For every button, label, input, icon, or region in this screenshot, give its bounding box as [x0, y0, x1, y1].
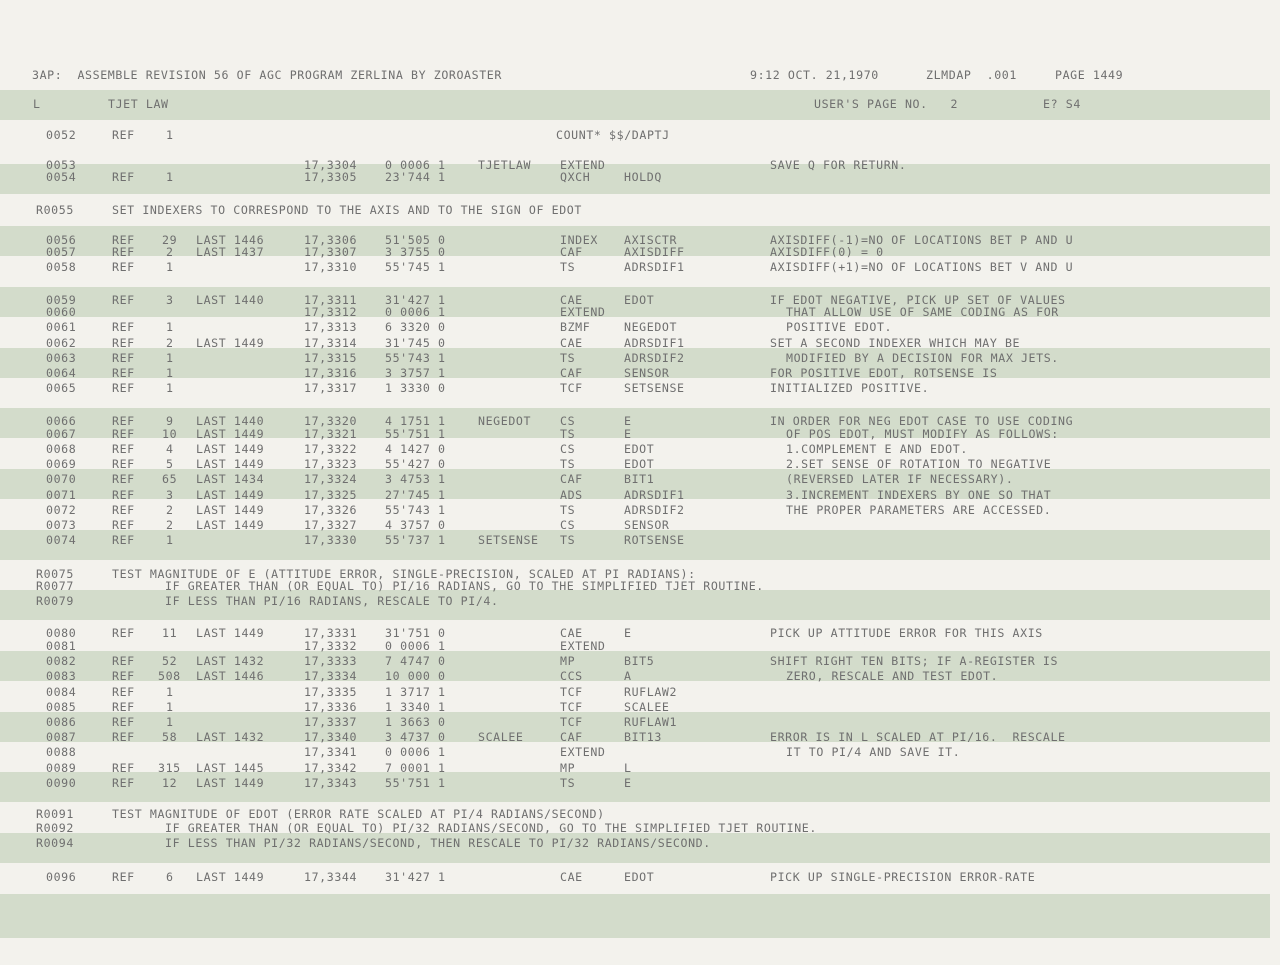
- octal-word: 3 4737 0: [385, 730, 446, 744]
- last-page-ref: LAST 1449: [196, 503, 265, 517]
- octal-word: 55'751 1: [385, 427, 446, 441]
- octal-word: 55'743 1: [385, 351, 446, 365]
- comment: PICK UP ATTITUDE ERROR FOR THIS AXIS: [770, 626, 1043, 640]
- operand: SCALEE: [624, 700, 670, 714]
- opcode: TCF: [560, 700, 583, 714]
- octal-word: 3 3757 1: [385, 366, 446, 380]
- octal-word: 4 1751 1: [385, 414, 446, 428]
- ref-marker: REF: [112, 320, 135, 334]
- remark-text: TEST MAGNITUDE OF E (ATTITUDE ERROR, SINGLE-PRECISION, SCALED AT PI RADIANS):: [112, 567, 696, 581]
- operand: SENSOR: [624, 366, 670, 380]
- operand: L: [624, 761, 632, 775]
- operand: AXISCTR: [624, 233, 678, 247]
- opcode: CS: [560, 442, 576, 456]
- remark-text: IF GREATER THAN (OR EQUAL TO) PI/32 RADIANS/SECOND, GO TO THE SIMPLIFIED TJET ROUTINE.: [112, 821, 817, 835]
- ref-count: 11: [162, 626, 178, 640]
- line-number: 0096: [46, 870, 77, 884]
- opcode: CAE: [560, 293, 583, 307]
- ref-count: 10: [162, 427, 178, 441]
- octal-word: 4 3757 0: [385, 518, 446, 532]
- address: 17,3317: [304, 381, 358, 395]
- line-number: 0061: [46, 320, 77, 334]
- opcode: EXTEND: [560, 305, 606, 319]
- ref-count: 29: [162, 233, 178, 247]
- ref-marker: REF: [112, 533, 135, 547]
- ref-count: 52: [162, 654, 178, 668]
- opcode: MP: [560, 654, 576, 668]
- comment: AXISDIFF(0) = 0: [770, 245, 884, 259]
- operand: NEGEDOT: [624, 320, 678, 334]
- address: 17,3313: [304, 320, 358, 334]
- ref-marker: REF: [112, 654, 135, 668]
- ref-marker: REF: [112, 715, 135, 729]
- octal-word: 51'505 0: [385, 233, 446, 247]
- octal-word: 31'751 0: [385, 626, 446, 640]
- address: 17,3335: [304, 685, 358, 699]
- address: 17,3343: [304, 776, 358, 790]
- address: 17,3341: [304, 745, 358, 759]
- address: 17,3315: [304, 351, 358, 365]
- user-page-number: USER'S PAGE NO. 2: [814, 97, 959, 111]
- opcode: TCF: [560, 715, 583, 729]
- last-page-ref: LAST 1445: [196, 761, 265, 775]
- ref-marker: REF: [112, 414, 135, 428]
- last-page-ref: LAST 1434: [196, 472, 265, 486]
- octal-word: 55'743 1: [385, 503, 446, 517]
- ref-count: 3: [166, 488, 174, 502]
- octal-word: 0 0006 1: [385, 305, 446, 319]
- line-number: 0064: [46, 366, 77, 380]
- operand: E: [624, 427, 632, 441]
- octal-word: 1 3340 1: [385, 700, 446, 714]
- opcode: TS: [560, 533, 576, 547]
- octal-word: 55'751 1: [385, 776, 446, 790]
- last-page-ref: LAST 1440: [196, 293, 265, 307]
- line-number: 0088: [46, 745, 77, 759]
- operand: E: [624, 626, 632, 640]
- octal-word: 0 0006 1: [385, 639, 446, 653]
- comment: SAVE Q FOR RETURN.: [770, 158, 907, 172]
- line-number: R0091: [36, 807, 74, 821]
- ref-count: 12: [162, 776, 178, 790]
- last-page-ref: LAST 1437: [196, 245, 265, 259]
- ref-count: 508: [158, 669, 181, 683]
- opcode: INDEX: [560, 233, 598, 247]
- operand: EDOT: [624, 457, 655, 471]
- operand: ADRSDIF2: [624, 351, 685, 365]
- line-number: 0084: [46, 685, 77, 699]
- ref-count: 1: [166, 320, 174, 334]
- ref-count: 3: [166, 293, 174, 307]
- remark-text: SET INDEXERS TO CORRESPOND TO THE AXIS AND TO THE SIGN OF EDOT: [112, 203, 582, 217]
- symbol-label: NEGEDOT: [478, 414, 532, 428]
- octal-word: 0 0006 1: [385, 158, 446, 172]
- comment: OF POS EDOT, MUST MODIFY AS FOLLOWS:: [786, 427, 1059, 441]
- operand: RUFLAW2: [624, 685, 678, 699]
- ref-marker: REF: [112, 128, 135, 142]
- last-page-ref: LAST 1449: [196, 442, 265, 456]
- comment: 2.SET SENSE OF ROTATION TO NEGATIVE: [786, 457, 1052, 471]
- ref-marker: REF: [112, 427, 135, 441]
- opcode: TS: [560, 776, 576, 790]
- opcode: TCF: [560, 685, 583, 699]
- opcode: TCF: [560, 381, 583, 395]
- octal-word: 4 1427 0: [385, 442, 446, 456]
- address: 17,3312: [304, 305, 358, 319]
- line-number: R0075: [36, 567, 74, 581]
- status-code: E? S4: [1043, 97, 1081, 111]
- octal-word: 31'745 0: [385, 336, 446, 350]
- opcode: TS: [560, 503, 576, 517]
- line-number: 0060: [46, 305, 77, 319]
- operand: ROTSENSE: [624, 533, 685, 547]
- ref-marker: REF: [112, 336, 135, 350]
- octal-word: 1 3717 1: [385, 685, 446, 699]
- comment: MODIFIED BY A DECISION FOR MAX JETS.: [786, 351, 1059, 365]
- octal-word: 55'737 1: [385, 533, 446, 547]
- ref-count: 58: [162, 730, 178, 744]
- job-id: ZLMDAP .001: [926, 68, 1017, 82]
- address: 17,3344: [304, 870, 358, 884]
- last-page-ref: LAST 1449: [196, 488, 265, 502]
- ref-count: 1: [166, 700, 174, 714]
- octal-word: 7 0001 1: [385, 761, 446, 775]
- last-page-ref: LAST 1440: [196, 414, 265, 428]
- ref-count: 1: [166, 366, 174, 380]
- line-number: 0066: [46, 414, 77, 428]
- opcode: CAF: [560, 730, 583, 744]
- line-number: R0092: [36, 821, 74, 835]
- ref-marker: REF: [112, 776, 135, 790]
- address: 17,3337: [304, 715, 358, 729]
- ref-count: 5: [166, 457, 174, 471]
- opcode: CS: [560, 518, 576, 532]
- listing-timestamp: 9:12 OCT. 21,1970: [750, 68, 879, 82]
- address: 17,3326: [304, 503, 358, 517]
- opcode: CAE: [560, 626, 583, 640]
- compiler-directive: COUNT* $$/DAPTJ: [556, 128, 670, 142]
- listing-type-code: L: [33, 97, 41, 111]
- line-number: R0055: [36, 203, 74, 217]
- line-number: 0074: [46, 533, 77, 547]
- address: 17,3305: [304, 170, 358, 184]
- ref-marker: REF: [112, 170, 135, 184]
- address: 17,3316: [304, 366, 358, 380]
- last-page-ref: LAST 1449: [196, 457, 265, 471]
- opcode: TS: [560, 260, 576, 274]
- address: 17,3322: [304, 442, 358, 456]
- address: 17,3325: [304, 488, 358, 502]
- octal-word: 31'427 1: [385, 870, 446, 884]
- opcode: CCS: [560, 669, 583, 683]
- line-number: 0068: [46, 442, 77, 456]
- ref-marker: REF: [112, 626, 135, 640]
- ref-count: 2: [166, 245, 174, 259]
- line-number: 0086: [46, 715, 77, 729]
- address: 17,3327: [304, 518, 358, 532]
- opcode: ADS: [560, 488, 583, 502]
- opcode: CAF: [560, 366, 583, 380]
- address: 17,3307: [304, 245, 358, 259]
- ref-marker: REF: [112, 761, 135, 775]
- operand: E: [624, 776, 632, 790]
- address: 17,3331: [304, 626, 358, 640]
- ref-count: 1: [166, 685, 174, 699]
- opcode: CAE: [560, 870, 583, 884]
- address: 17,3304: [304, 158, 358, 172]
- line-number: 0080: [46, 626, 77, 640]
- listing-title: 3AP: ASSEMBLE REVISION 56 OF AGC PROGRAM ZERLINA BY ZOROASTER: [32, 68, 502, 82]
- address: 17,3336: [304, 700, 358, 714]
- ref-count: 65: [162, 472, 178, 486]
- last-page-ref: LAST 1432: [196, 654, 265, 668]
- ref-count: 2: [166, 336, 174, 350]
- address: 17,3311: [304, 293, 358, 307]
- opcode: MP: [560, 761, 576, 775]
- operand: HOLDQ: [624, 170, 662, 184]
- last-page-ref: LAST 1449: [196, 518, 265, 532]
- operand: A: [624, 669, 632, 683]
- line-number: 0081: [46, 639, 77, 653]
- address: 17,3340: [304, 730, 358, 744]
- ref-count: 1: [166, 715, 174, 729]
- ref-marker: REF: [112, 366, 135, 380]
- opcode: TS: [560, 427, 576, 441]
- octal-word: 55'745 1: [385, 260, 446, 274]
- address: 17,3310: [304, 260, 358, 274]
- ref-marker: REF: [112, 488, 135, 502]
- operand: BIT13: [624, 730, 662, 744]
- operand: ADRSDIF1: [624, 336, 685, 350]
- operand: ADRSDIF1: [624, 260, 685, 274]
- ref-count: 1: [166, 260, 174, 274]
- last-page-ref: LAST 1446: [196, 233, 265, 247]
- octal-word: 10 000 0: [385, 669, 446, 683]
- comment: THE PROPER PARAMETERS ARE ACCESSED.: [786, 503, 1052, 517]
- line-number: 0057: [46, 245, 77, 259]
- comment: AXISDIFF(+1)=NO OF LOCATIONS BET V AND U: [770, 260, 1074, 274]
- line-number: R0094: [36, 836, 74, 850]
- opcode: EXTEND: [560, 639, 606, 653]
- comment: PICK UP SINGLE-PRECISION ERROR-RATE: [770, 870, 1036, 884]
- operand: ADRSDIF2: [624, 503, 685, 517]
- octal-word: 27'745 1: [385, 488, 446, 502]
- comment: (REVERSED LATER IF NECESSARY).: [786, 472, 1014, 486]
- log-section-title: TJET LAW: [108, 97, 169, 111]
- opcode: CAF: [560, 472, 583, 486]
- opcode: QXCH: [560, 170, 591, 184]
- opcode: CAE: [560, 336, 583, 350]
- line-number: 0056: [46, 233, 77, 247]
- ref-marker: REF: [112, 351, 135, 365]
- remark-text: IF GREATER THAN (OR EQUAL TO) PI/16 RADIANS, GO TO THE SIMPLIFIED TJET ROUTINE.: [112, 579, 764, 593]
- ref-count: 315: [158, 761, 181, 775]
- line-number: 0082: [46, 654, 77, 668]
- operand: EDOT: [624, 293, 655, 307]
- ref-count: 1: [166, 351, 174, 365]
- line-number: 0052: [46, 128, 77, 142]
- ref-marker: REF: [112, 442, 135, 456]
- ref-marker: REF: [112, 518, 135, 532]
- comment: IT TO PI/4 AND SAVE IT.: [786, 745, 961, 759]
- ref-marker: REF: [112, 245, 135, 259]
- line-number: 0087: [46, 730, 77, 744]
- opcode: BZMF: [560, 320, 591, 334]
- address: 17,3332: [304, 639, 358, 653]
- ref-count: 2: [166, 503, 174, 517]
- ref-marker: REF: [112, 457, 135, 471]
- operand: SENSOR: [624, 518, 670, 532]
- line-number: 0070: [46, 472, 77, 486]
- page-number: PAGE 1449: [1055, 68, 1124, 82]
- octal-word: 3 4753 1: [385, 472, 446, 486]
- operand: ADRSDIF1: [624, 488, 685, 502]
- octal-word: 1 3330 0: [385, 381, 446, 395]
- subheader-line: [0, 97, 1081, 111]
- line-number: 0072: [46, 503, 77, 517]
- comment: 1.COMPLEMENT E AND EDOT.: [786, 442, 968, 456]
- line-number: 0071: [46, 488, 77, 502]
- octal-word: 55'427 0: [385, 457, 446, 471]
- operand: EDOT: [624, 442, 655, 456]
- symbol-label: SCALEE: [478, 730, 524, 744]
- operand: AXISDIFF: [624, 245, 685, 259]
- last-page-ref: LAST 1449: [196, 870, 265, 884]
- ref-marker: REF: [112, 472, 135, 486]
- line-number: 0085: [46, 700, 77, 714]
- comment: POSITIVE EDOT.: [786, 320, 893, 334]
- line-number: R0079: [36, 594, 74, 608]
- last-page-ref: LAST 1449: [196, 336, 265, 350]
- address: 17,3324: [304, 472, 358, 486]
- opcode: EXTEND: [560, 158, 606, 172]
- ref-count: 6: [166, 870, 174, 884]
- line-number: 0053: [46, 158, 77, 172]
- line-number: R0077: [36, 579, 74, 593]
- line-number: 0063: [46, 351, 77, 365]
- address: 17,3334: [304, 669, 358, 683]
- octal-word: 1 3663 0: [385, 715, 446, 729]
- operand: SETSENSE: [624, 381, 685, 395]
- ref-marker: REF: [112, 870, 135, 884]
- ref-count: 1: [166, 533, 174, 547]
- comment: SET A SECOND INDEXER WHICH MAY BE: [770, 336, 1021, 350]
- octal-word: 3 3755 0: [385, 245, 446, 259]
- line-number: 0059: [46, 293, 77, 307]
- octal-word: 23'744 1: [385, 170, 446, 184]
- comment: SHIFT RIGHT TEN BITS; IF A-REGISTER IS: [770, 654, 1059, 668]
- line-number: 0065: [46, 381, 77, 395]
- ref-marker: REF: [112, 669, 135, 683]
- octal-word: 6 3320 0: [385, 320, 446, 334]
- opcode: TS: [560, 351, 576, 365]
- last-page-ref: LAST 1449: [196, 626, 265, 640]
- ref-marker: REF: [112, 730, 135, 744]
- comment: FOR POSITIVE EDOT, ROTSENSE IS: [770, 366, 998, 380]
- ref-count: 9: [166, 414, 174, 428]
- opcode: EXTEND: [560, 745, 606, 759]
- paper-band: [0, 772, 1270, 802]
- opcode: CS: [560, 414, 576, 428]
- line-number: 0083: [46, 669, 77, 683]
- operand: BIT5: [624, 654, 655, 668]
- operand: E: [624, 414, 632, 428]
- address: 17,3320: [304, 414, 358, 428]
- paper-band: [0, 408, 1270, 438]
- address: 17,3333: [304, 654, 358, 668]
- operand: BIT1: [624, 472, 655, 486]
- comment: ZERO, RESCALE AND TEST EDOT.: [786, 669, 999, 683]
- line-number: 0069: [46, 457, 77, 471]
- comment: 3.INCREMENT INDEXERS BY ONE SO THAT: [786, 488, 1052, 502]
- line-number: 0062: [46, 336, 77, 350]
- symbol-label: SETSENSE: [478, 533, 539, 547]
- address: 17,3323: [304, 457, 358, 471]
- address: 17,3314: [304, 336, 358, 350]
- ref-marker: REF: [112, 700, 135, 714]
- comment: IF EDOT NEGATIVE, PICK UP SET OF VALUES: [770, 293, 1066, 307]
- ref-marker: REF: [112, 381, 135, 395]
- ref-marker: REF: [112, 503, 135, 517]
- paper-band: [0, 894, 1270, 938]
- last-page-ref: LAST 1432: [196, 730, 265, 744]
- octal-word: 0 0006 1: [385, 745, 446, 759]
- remark-text: IF LESS THAN PI/32 RADIANS/SECOND, THEN RESCALE TO PI/32 RADIANS/SECOND.: [112, 836, 711, 850]
- octal-word: 31'427 1: [385, 293, 446, 307]
- operand: RUFLAW1: [624, 715, 678, 729]
- header-line: [0, 68, 1124, 82]
- opcode: TS: [560, 457, 576, 471]
- ref-count: 1: [166, 128, 174, 142]
- ref-marker: REF: [112, 685, 135, 699]
- remark-text: TEST MAGNITUDE OF EDOT (ERROR RATE SCALED AT PI/4 RADIANS/SECOND): [112, 807, 605, 821]
- line-number: 0090: [46, 776, 77, 790]
- address: 17,3342: [304, 761, 358, 775]
- line-number: 0089: [46, 761, 77, 775]
- ref-count: 1: [166, 170, 174, 184]
- ref-count: 1: [166, 381, 174, 395]
- line-number: 0054: [46, 170, 77, 184]
- last-page-ref: LAST 1449: [196, 427, 265, 441]
- ref-marker: REF: [112, 293, 135, 307]
- symbol-label: TJETLAW: [478, 158, 532, 172]
- operand: EDOT: [624, 870, 655, 884]
- remark-text: IF LESS THAN PI/16 RADIANS, RESCALE TO PI/4.: [112, 594, 499, 608]
- comment: ERROR IS IN L SCALED AT PI/16. RESCALE: [770, 730, 1066, 744]
- line-number: 0073: [46, 518, 77, 532]
- ref-count: 2: [166, 518, 174, 532]
- ref-marker: REF: [112, 233, 135, 247]
- comment: AXISDIFF(-1)=NO OF LOCATIONS BET P AND U: [770, 233, 1074, 247]
- address: 17,3321: [304, 427, 358, 441]
- ref-count: 4: [166, 442, 174, 456]
- line-number: 0058: [46, 260, 77, 274]
- last-page-ref: LAST 1449: [196, 776, 265, 790]
- octal-word: 7 4747 0: [385, 654, 446, 668]
- address: 17,3306: [304, 233, 358, 247]
- line-number: 0067: [46, 427, 77, 441]
- comment: THAT ALLOW USE OF SAME CODING AS FOR: [786, 305, 1059, 319]
- comment: IN ORDER FOR NEG EDOT CASE TO USE CODING: [770, 414, 1074, 428]
- last-page-ref: LAST 1446: [196, 669, 265, 683]
- opcode: CAF: [560, 245, 583, 259]
- comment: INITIALIZED POSITIVE.: [770, 381, 930, 395]
- address: 17,3330: [304, 533, 358, 547]
- ref-marker: REF: [112, 260, 135, 274]
